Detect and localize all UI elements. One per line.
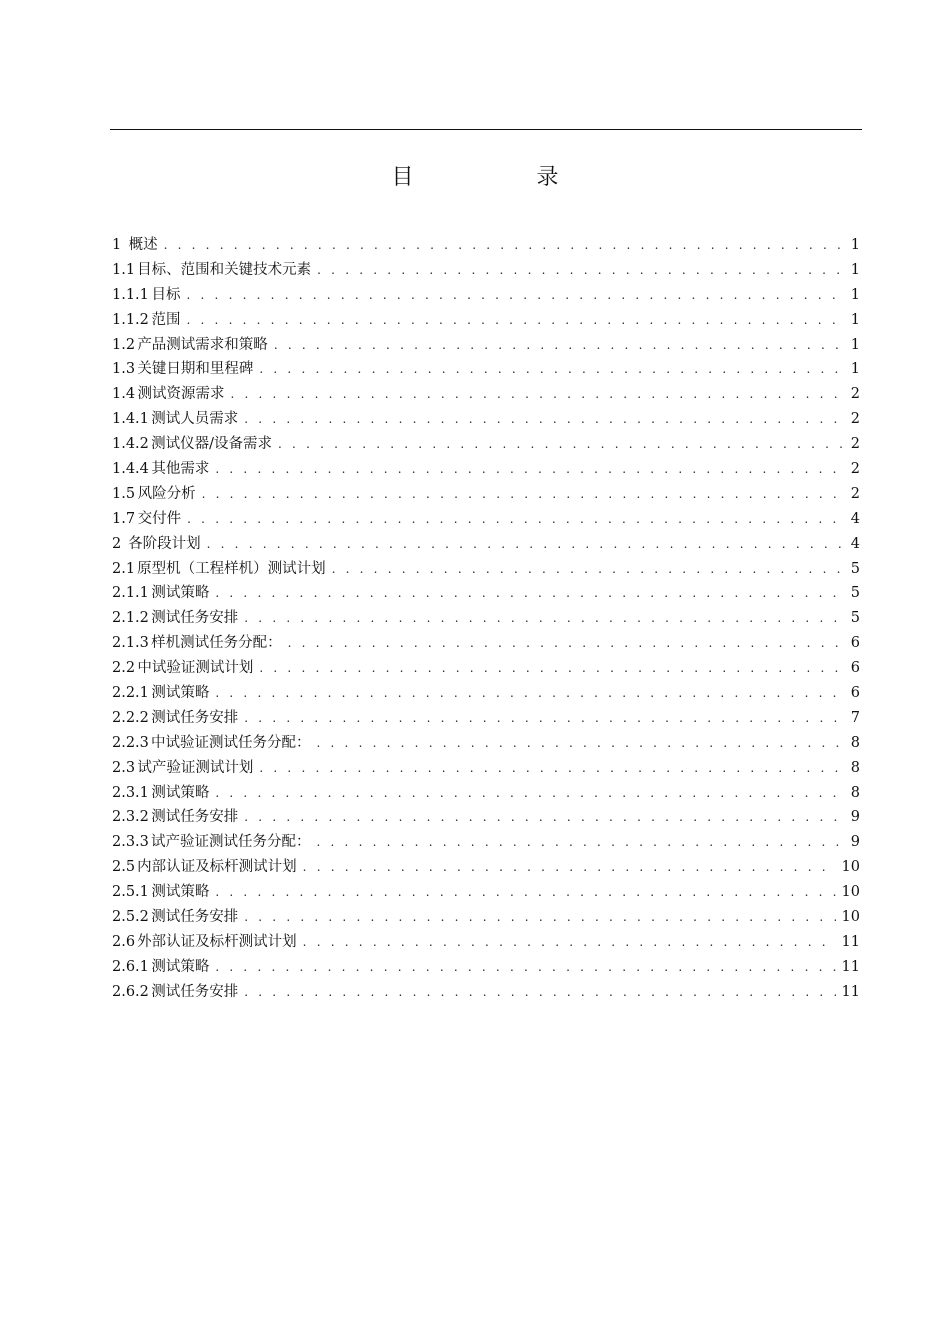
toc-entry-title: 范围 — [151, 311, 181, 328]
toc-entry-number: 2.2.3 — [112, 734, 149, 751]
toc-entry-number: 1.7 — [112, 510, 136, 527]
toc-entry-number: 2.3 — [112, 759, 136, 776]
toc-entry-page: 6 — [850, 635, 860, 652]
toc-entry-page: 1 — [850, 336, 860, 353]
toc-dot-leader — [259, 756, 842, 781]
toc-entry-number: 2.1.3 — [112, 635, 149, 652]
toc-entry[interactable] — [112, 283, 860, 308]
toc-entry-title: 测试人员需求 — [151, 411, 239, 428]
toc-entry[interactable] — [112, 706, 860, 731]
toc-dot-leader — [244, 805, 842, 830]
toc-entry-number: 2 — [112, 535, 122, 552]
toc-dot-leader — [259, 357, 842, 382]
toc-dot-leader — [215, 681, 842, 706]
toc-entry[interactable] — [112, 756, 860, 781]
toc-dot-leader — [278, 432, 842, 457]
toc-entry-page: 2 — [850, 485, 860, 502]
toc-entry-page: 1 — [850, 286, 860, 303]
toc-entry[interactable] — [112, 681, 860, 706]
toc-dot-leader — [332, 557, 842, 582]
toc-dot-leader — [244, 706, 842, 731]
toc-entry-title: 测试策略 — [151, 784, 210, 801]
toc-entry-page: 11 — [841, 983, 860, 1000]
toc-entry-page: 2 — [850, 461, 860, 478]
toc-dot-leader — [244, 407, 842, 432]
toc-entry-number: 2.6 — [112, 933, 136, 950]
toc-entry[interactable] — [112, 557, 860, 582]
toc-entry-page: 2 — [850, 411, 860, 428]
toc-entry-page: 4 — [850, 510, 860, 527]
toc-entry[interactable] — [112, 731, 860, 756]
header-rule — [110, 129, 862, 130]
toc-entry-number: 2.1.1 — [112, 585, 149, 602]
toc-entry-number: 1.1.1 — [112, 286, 149, 303]
toc-entry[interactable] — [112, 233, 860, 258]
toc-entry-page: 2 — [850, 436, 860, 453]
toc-entry-page: 9 — [850, 834, 860, 851]
toc-entry-page: 6 — [850, 685, 860, 702]
toc-entry-page: 1 — [850, 311, 860, 328]
toc-entry[interactable] — [112, 880, 860, 905]
toc-entry-title: 测试任务安排 — [151, 709, 239, 726]
toc-entry-page: 6 — [850, 660, 860, 677]
toc-entry-number: 2.6.2 — [112, 983, 149, 1000]
toc-entry-number: 2.3.3 — [112, 834, 149, 851]
toc-entry-title: 中试验证测试任务分配： — [150, 734, 311, 751]
toc-entry-page: 5 — [850, 585, 860, 602]
toc-entry-number: 1.4.2 — [112, 436, 149, 453]
toc-entry-title: 测试策略 — [151, 884, 210, 901]
toc-dot-leader — [230, 382, 842, 407]
toc-entry-title: 测试任务安排 — [151, 610, 239, 627]
toc-entry-number: 1 — [112, 237, 122, 253]
toc-entry-title: 试产验证测试计划 — [137, 759, 254, 776]
toc-entry-number: 2.5.1 — [112, 884, 149, 901]
toc-entry-number: 2.2 — [112, 660, 136, 677]
toc-entry-page: 1 — [850, 237, 860, 253]
toc-entry[interactable] — [112, 781, 860, 806]
toc-entry-page: 9 — [850, 809, 860, 826]
toc-entry[interactable] — [112, 830, 860, 855]
toc-entry[interactable] — [112, 357, 860, 382]
toc-entry-title: 测试任务安排 — [151, 809, 239, 826]
toc-entry-title: 外部认证及标杆测试计划 — [137, 933, 297, 950]
toc-entry-page: 11 — [841, 933, 860, 950]
toc-entry[interactable] — [112, 308, 860, 333]
toc-dot-leader — [244, 980, 835, 1005]
toc-entry[interactable] — [112, 905, 860, 930]
toc-entry-page: 10 — [841, 859, 860, 876]
toc-entry-number: 2.3.1 — [112, 784, 149, 801]
toc-entry-title: 测试任务安排 — [151, 909, 239, 926]
toc-entry-page: 5 — [850, 610, 860, 627]
toc-entry[interactable] — [112, 980, 860, 1005]
toc-entry[interactable] — [112, 457, 860, 482]
toc-entry-title: 试产验证测试任务分配： — [150, 834, 311, 851]
toc-entry-title: 中试验证测试计划 — [137, 660, 254, 677]
toc-entry-page: 4 — [850, 535, 860, 552]
toc-entry[interactable] — [112, 407, 860, 432]
toc-entry[interactable] — [112, 855, 860, 880]
toc-entry-number: 1.4 — [112, 386, 136, 403]
toc-dot-leader — [303, 855, 836, 880]
toc-entry-number: 1.5 — [112, 485, 136, 502]
table-of-contents — [112, 233, 860, 1005]
toc-entry-number: 1.4.1 — [112, 411, 149, 428]
toc-entry[interactable] — [112, 631, 860, 656]
toc-entry[interactable] — [112, 432, 860, 457]
toc-entry-page: 1 — [850, 361, 860, 378]
toc-entry-page: 8 — [850, 759, 860, 776]
toc-entry-title: 其他需求 — [151, 461, 210, 478]
toc-entry-title: 测试策略 — [151, 958, 210, 975]
toc-dot-leader — [187, 308, 843, 333]
toc-dot-leader — [259, 656, 842, 681]
toc-entry-page: 7 — [850, 709, 860, 726]
toc-entry-title: 交付件 — [137, 510, 182, 527]
toc-dot-leader — [244, 606, 842, 631]
toc-entry-page: 1 — [850, 261, 860, 278]
toc-entry-number: 2.2.2 — [112, 709, 149, 726]
toc-entry-title: 原型机（工程样机）测试计划 — [137, 560, 326, 577]
toc-entry-title: 测试策略 — [151, 585, 210, 602]
toc-entry-number: 2.6.1 — [112, 958, 149, 975]
toc-dot-leader — [187, 283, 843, 308]
toc-entry[interactable] — [112, 482, 860, 507]
toc-entry[interactable] — [112, 955, 860, 980]
toc-dot-leader — [303, 930, 836, 955]
toc-dot-leader — [215, 781, 842, 806]
toc-entry-title: 风险分析 — [137, 485, 196, 502]
toc-entry-title: 测试仪器/设备需求 — [151, 436, 273, 453]
toc-entry-title: 测试策略 — [151, 685, 210, 702]
toc-entry-title: 目标 — [151, 286, 181, 303]
toc-title: 目 录 — [391, 165, 617, 190]
toc-entry-number: 1.2 — [112, 336, 136, 353]
toc-entry-page: 8 — [850, 784, 860, 801]
toc-entry-page: 5 — [850, 560, 860, 577]
toc-dot-leader — [187, 507, 842, 532]
toc-entry-title: 关键日期和里程碑 — [137, 361, 254, 378]
toc-dot-leader — [215, 457, 842, 482]
toc-entry-number: 1.3 — [112, 361, 136, 378]
toc-entry[interactable] — [112, 656, 860, 681]
toc-entry-page: 8 — [850, 734, 860, 751]
toc-entry-number: 2.5.2 — [112, 909, 149, 926]
toc-entry-number: 2.1.2 — [112, 610, 149, 627]
toc-entry[interactable] — [112, 581, 860, 606]
toc-entry-title: 概述 — [128, 237, 158, 253]
toc-entry-number: 1.4.4 — [112, 461, 149, 478]
toc-dot-leader — [164, 233, 842, 258]
toc-entry-title: 样机测试任务分配： — [151, 635, 282, 652]
toc-entry[interactable] — [112, 258, 860, 283]
toc-entry-page: 2 — [850, 386, 860, 403]
toc-entry-page: 10 — [841, 909, 860, 926]
toc-entry-number: 1.1 — [112, 261, 136, 278]
toc-entry[interactable] — [112, 930, 860, 955]
toc-entry-number: 2.5 — [112, 859, 136, 876]
toc-dot-leader — [207, 532, 842, 557]
toc-dot-leader — [274, 333, 842, 358]
toc-entry-number: 2.1 — [112, 560, 136, 577]
toc-dot-leader — [316, 731, 842, 756]
toc-dot-leader — [288, 631, 842, 656]
toc-entry-title: 测试资源需求 — [137, 386, 225, 403]
toc-dot-leader — [317, 258, 842, 283]
toc-entry[interactable] — [112, 606, 860, 631]
toc-entry-title: 各阶段计划 — [128, 535, 201, 552]
toc-dot-leader — [202, 482, 842, 507]
toc-dot-leader — [215, 955, 835, 980]
toc-entry-page: 11 — [841, 958, 860, 975]
toc-entry[interactable] — [112, 532, 860, 557]
toc-entry[interactable] — [112, 382, 860, 407]
toc-entry-number: 2.3.2 — [112, 809, 149, 826]
toc-dot-leader — [244, 905, 835, 930]
toc-entry-number: 1.1.2 — [112, 311, 149, 328]
toc-entry-title: 目标、范围和关键技术元素 — [137, 261, 312, 278]
toc-dot-leader — [215, 581, 842, 606]
toc-entry[interactable] — [112, 805, 860, 830]
toc-entry-title: 内部认证及标杆测试计划 — [137, 859, 297, 876]
toc-entry-number: 2.2.1 — [112, 685, 149, 702]
toc-entry-page: 10 — [841, 884, 860, 901]
toc-dot-leader — [316, 830, 842, 855]
toc-dot-leader — [215, 880, 835, 905]
toc-entry-title: 产品测试需求和策略 — [137, 336, 268, 353]
toc-entry[interactable] — [112, 333, 860, 358]
toc-entry[interactable] — [112, 507, 860, 532]
toc-entry-title: 测试任务安排 — [151, 983, 239, 1000]
